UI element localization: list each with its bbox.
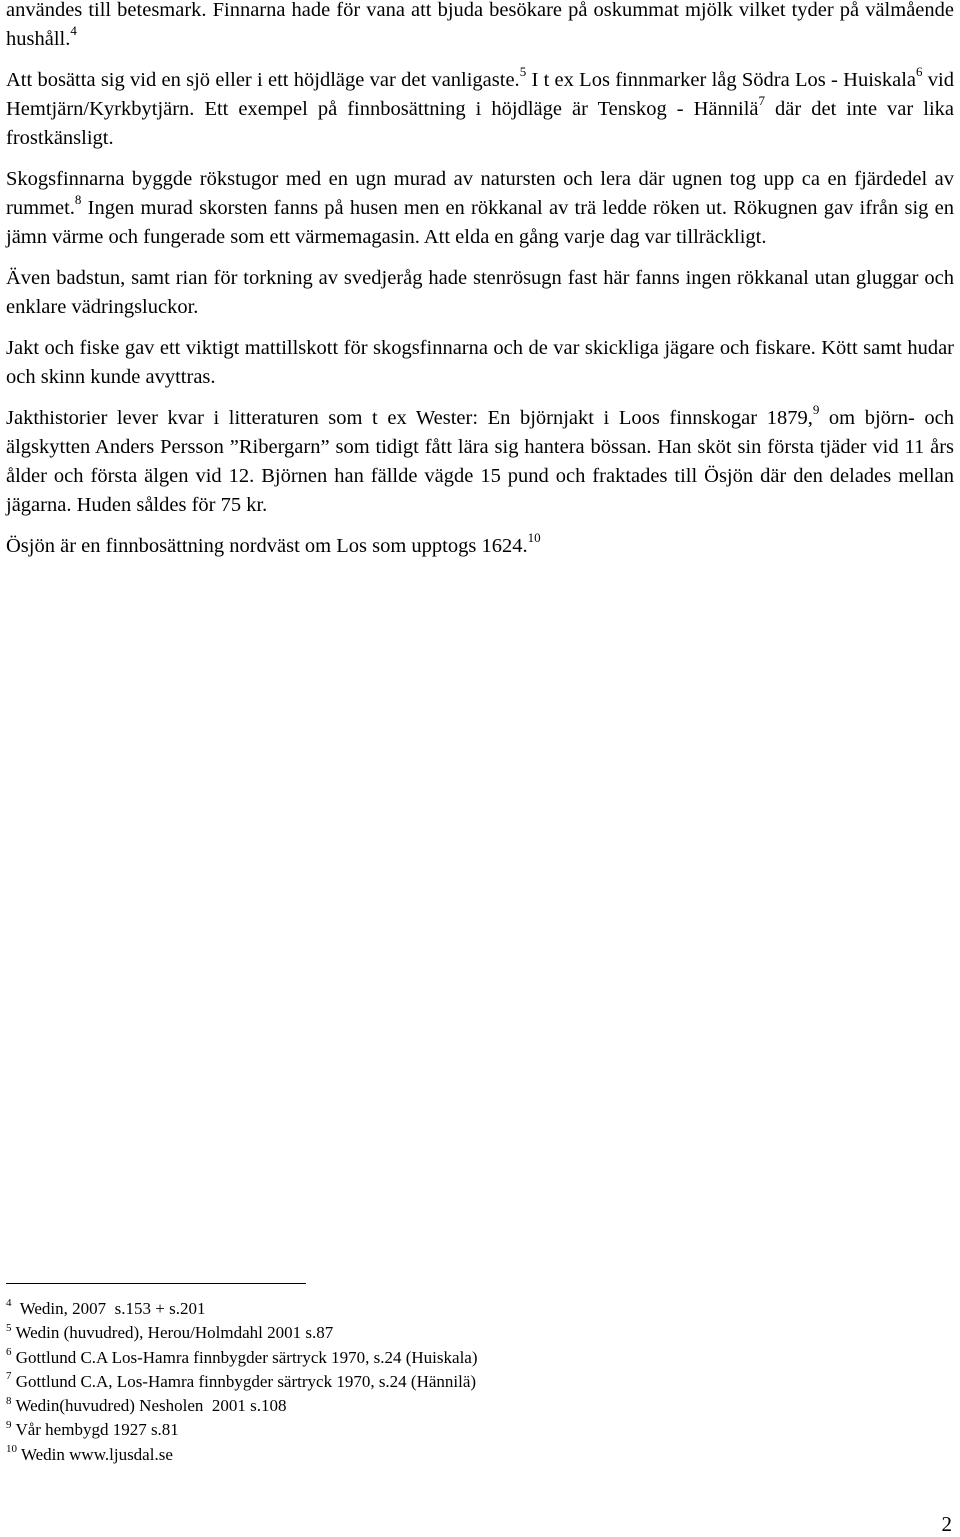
footnote-reference: 9 bbox=[812, 402, 820, 418]
paragraph bbox=[6, 334, 954, 392]
paragraph bbox=[6, 0, 954, 54]
footnote-text: Gottlund C.A Los-Hamra finnbygder särtryck 1970, s.24 (Huiskala) bbox=[11, 1347, 478, 1367]
footnote-text: Wedin(huvudred) Nesholen 2001 s.108 bbox=[11, 1396, 287, 1416]
footnote bbox=[6, 1297, 806, 1321]
text-segment: om björn- och älgskytten Anders Persson ”Ribergarn” som tidigt fått lära sig hantera bössan. Han sköt sin första tjäder vid 11 års ålder och första älgen vid 12. Björnen han fällde vägde 15 pund och fraktades till Ösjön där den delades mellan jägarna. Huden såldes för 75 kr. bbox=[6, 407, 954, 516]
footnote-text: Wedin www.ljusdal.se bbox=[17, 1444, 173, 1464]
footnote-text: Gottlund C.A, Los-Hamra finnbygder särtryck 1970, s.24 (Hännilä) bbox=[11, 1371, 477, 1391]
text-segment: användes till betesmark. Finnarna hade för vana att bjuda besökare på oskummat mjölk vilket tyder på välmående hushåll. bbox=[6, 0, 954, 50]
footnote-reference: 4 bbox=[70, 23, 77, 39]
footnote-reference: 6 bbox=[916, 64, 923, 80]
text-segment: Ösjön är en finnbosättning nordväst om Los som upptogs 1624. bbox=[6, 535, 528, 557]
footnote bbox=[6, 1321, 806, 1345]
footnote-number: 8 bbox=[6, 1394, 12, 1407]
body-text bbox=[6, 0, 954, 573]
paragraph bbox=[6, 264, 954, 322]
footnote bbox=[6, 1394, 806, 1418]
text-segment: Att bosätta sig vid en sjö eller i ett höjdläge var det vanligaste. bbox=[6, 69, 520, 91]
footnote bbox=[6, 1370, 806, 1394]
footnote-reference: 7 bbox=[758, 93, 766, 109]
footnotes bbox=[6, 1297, 806, 1467]
footnote-reference: 5 bbox=[519, 64, 527, 80]
paragraph bbox=[6, 66, 954, 153]
page-number: 2 bbox=[941, 1512, 952, 1536]
paragraph bbox=[6, 404, 954, 520]
footnote-separator bbox=[6, 1283, 306, 1284]
text-segment: Jakt och fiske gav ett viktigt mattillskott för skogsfinnarna och de var skickliga jägare och fiskare. Kött samt hudar och skinn kunde avyttras. bbox=[6, 337, 954, 388]
footnote bbox=[6, 1418, 806, 1442]
footnote bbox=[6, 1443, 806, 1467]
paragraph bbox=[6, 165, 954, 252]
footnote-text: Wedin (huvudred), Herou/Holmdahl 2001 s.87 bbox=[11, 1323, 334, 1343]
paragraph bbox=[6, 532, 954, 561]
text-segment: Skogsfinnarna byggde rökstugor med en ugn murad av natursten och lera där ugnen tog upp ca en fjärdedel av rummet. bbox=[6, 168, 954, 219]
text-segment: vid Hemtjärn/Kyrkbytjärn. Ett exempel på finnbosättning i höjdläge är Tenskog - Hännilä bbox=[6, 69, 954, 120]
footnote-number: 10 bbox=[6, 1443, 17, 1456]
footnote-text: Vår hembygd 1927 s.81 bbox=[11, 1420, 179, 1440]
footnote-number: 7 bbox=[6, 1370, 12, 1383]
footnote bbox=[6, 1346, 806, 1370]
footnote-reference: 8 bbox=[74, 192, 82, 208]
text-segment: Jakthistorier lever kvar i litteraturen som t ex Wester: En björnjakt i Loos finnskogar 1879, bbox=[6, 407, 813, 429]
footnote-number: 9 bbox=[6, 1418, 12, 1431]
footnote-number: 4 bbox=[6, 1297, 12, 1310]
footnote-text: Wedin, 2007 s.153 + s.201 bbox=[11, 1299, 206, 1318]
footnote-number: 6 bbox=[6, 1345, 12, 1358]
footnote-number: 5 bbox=[6, 1321, 12, 1334]
text-segment: I t ex Los finnmarker låg Södra Los - Huiskala bbox=[526, 69, 917, 91]
text-segment: där det inte var lika frostkänsligt. bbox=[6, 98, 954, 149]
text-segment: Ingen murad skorsten fanns på husen men en rökkanal av trä ledde röken ut. Rökugnen gav ifrån sig en jämn värme och fungerade som ett värmemagasin. Att elda en gång varje dag var tillräckligt. bbox=[6, 197, 954, 248]
text-segment: Även badstun, samt rian för torkning av svedjeråg hade stenrösugn fast här fanns ingen rökkanal utan gluggar och enklare vädringsluckor. bbox=[6, 267, 954, 318]
footnote-reference: 10 bbox=[527, 530, 541, 546]
